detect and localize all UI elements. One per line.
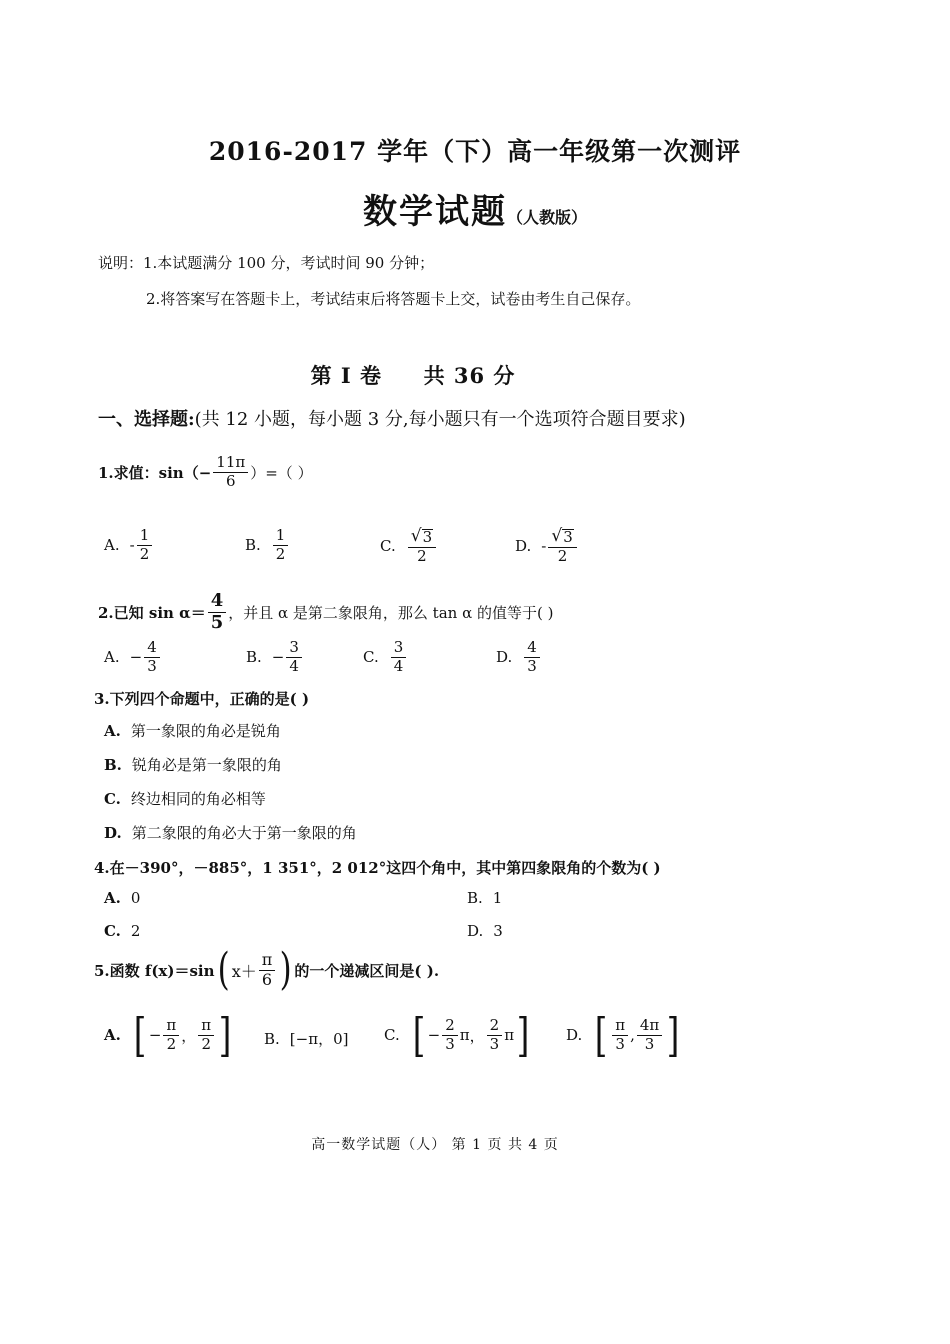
option-label: A. [104,889,121,907]
option-label: C. [363,648,379,667]
den: 3 [527,656,537,675]
q2-option-a [104,640,162,675]
sqrt [551,528,573,546]
option-fraction [286,640,302,675]
right-bracket: ] [516,1008,530,1062]
fraction-2 [637,1015,662,1053]
fraction-1 [442,1015,458,1053]
option-fraction [548,528,576,565]
den: 2 [139,544,150,563]
den: 5 [210,611,224,633]
num [548,528,576,548]
left-paren: ( [217,944,230,995]
q4-option-c [104,922,140,940]
q1-option-d [515,528,579,565]
option-text: 第二象限的角必大于第一象限的角 [131,824,357,842]
num: 4π [637,1018,662,1036]
den: 3 [147,656,157,675]
q1-option-b [245,528,290,563]
page-footer: 高一数学试题（人） 第 1 页 共 4 页 [311,1137,559,1153]
option-label: B. [104,755,122,774]
option-label: A. [104,536,120,555]
q5-prefix: 5.函数 f(x)＝sin [94,961,215,980]
radicand: 3 [563,528,573,547]
option-label: B. [264,1029,280,1048]
den: 3 [445,1034,455,1053]
option-label: A. [104,1026,121,1044]
option-text: 3 [493,922,503,940]
q2-prefix: 2.已知 sin α＝ [98,603,206,622]
option-fraction [408,528,436,565]
q1-den: 6 [225,471,236,490]
comma: ， [469,1026,485,1045]
num: 4 [208,592,227,613]
den: 2 [201,1034,211,1053]
q1-option-c [380,528,438,565]
q3-option-d [104,822,357,843]
den: 2 [166,1034,177,1053]
q1-num: 11π [213,455,248,473]
den: 2 [557,546,568,565]
fraction-1 [163,1015,179,1053]
option-text: 第一象限的角必是锐角 [130,722,281,740]
den: 2 [275,544,286,563]
num: π [259,952,276,971]
comma: ， [181,1026,197,1045]
note-line-1: 说明：1.本试题满分 100 分，考试时间 90 分钟； [98,254,435,272]
question-4 [94,857,661,878]
num: π [163,1018,179,1036]
section-score: 共 36 分 [423,363,516,388]
num [408,528,436,548]
option-fraction [524,640,540,675]
question-3 [94,688,309,709]
option-fraction [137,528,153,563]
q4-option-b [467,889,502,907]
subject-title [0,184,950,233]
sqrt [411,528,433,546]
den: 3 [489,1034,500,1053]
q1-prefix: 1.求值：sin（− [98,463,212,482]
option-fraction [391,640,407,675]
part1-label: 一、选择题: [98,409,195,430]
option-label: D. [515,537,532,556]
num: 3 [286,640,302,658]
fraction-1 [612,1015,628,1053]
q2-option-c [363,640,408,675]
num: 2 [442,1018,458,1036]
q3-option-c [104,788,266,809]
den: 6 [261,969,273,989]
pi: π [504,1026,515,1044]
option-label: B. [246,648,262,667]
pi: π [459,1026,470,1044]
q1-suffix: ）=（ ） [250,463,313,482]
option-label: C. [380,537,396,556]
option-label: D. [104,823,122,842]
note-line-2: 2.将答案写在答题卡上，考试结束后将答题卡上交，试卷由考生自己保存。 [146,290,641,308]
question-2 [98,592,553,633]
subject-name: 数学试题 [362,192,507,232]
q5-option-a [104,1008,234,1062]
option-sign: − [427,1026,441,1044]
option-text: 1 [492,889,503,907]
option-label: B. [467,889,483,907]
option-fraction [144,640,160,675]
q3-stem: 3.下列四个命题中，正确的是( ) [94,690,310,708]
radical-sign: √ [551,526,563,546]
part1-heading [98,405,686,431]
q4-option-a [104,889,140,907]
q5-inner: x＋ [231,961,257,981]
option-label: A. [104,721,121,740]
q2-fraction [208,592,227,633]
left-bracket: [ [412,1008,425,1062]
option-sign: − [271,648,285,667]
option-sign: − [129,648,143,667]
radicand: 3 [422,528,433,547]
num: π [612,1018,628,1036]
q5-fraction [259,949,276,989]
exam-title: 2016-2017 学年（下）高一年级第一次测评 [208,137,742,166]
q2-suffix: ，并且 α 是第二象限角，那么 tan α 的值等于( ) [228,603,554,622]
q5-option-d [566,1008,682,1062]
option-label: A. [104,648,120,667]
option-sign: - [129,536,135,555]
fraction-2 [198,1015,214,1053]
num: 1 [137,528,153,546]
num: π [198,1018,214,1036]
left-bracket: [ [133,1008,147,1062]
q4-option-d [467,922,503,940]
q1-fraction [213,455,248,490]
q4-stem: 4.在－390°，－885°，1 351°，2 012°这四个角中，其中第四象限角的个数为( ) [94,859,661,877]
right-bracket: ] [218,1008,232,1062]
fraction-2 [487,1015,503,1053]
q2-option-b [246,640,304,675]
den: 3 [644,1034,655,1053]
option-label: C. [384,1026,400,1044]
section-title: 第 I 卷 [310,363,383,388]
option-label: B. [245,536,261,555]
q3-option-b [104,754,282,775]
option-text: 2 [130,922,141,940]
q5-suffix: 的一个递减区间是( ). [294,961,440,980]
q1-option-a [104,528,154,563]
right-paren: ) [279,944,292,995]
den: 3 [615,1034,625,1053]
option-text: 锐角必是第一象限的角 [131,756,282,774]
den: 2 [417,546,427,565]
num: 1 [273,528,289,546]
num: 2 [487,1018,503,1036]
option-sign: − [148,1026,162,1044]
right-bracket: ] [666,1008,680,1062]
option-label: D. [467,922,484,940]
num: 4 [524,640,540,658]
question-5 [94,944,440,995]
num: 3 [391,640,407,658]
den: 4 [289,656,299,675]
num: 4 [144,640,160,658]
q5-option-b [264,1028,348,1049]
edition-label: （人教版） [506,208,587,227]
section-heading [0,360,826,390]
option-label: D. [566,1026,583,1044]
option-label: D. [496,648,513,667]
option-label: C. [104,789,121,808]
option-label: C. [104,922,121,940]
option-text: 终边相同的角必相等 [130,790,266,808]
q3-option-a [104,720,281,741]
option-fraction [273,528,289,563]
option-text: 0 [130,889,141,907]
radical-sign: √ [410,526,422,546]
question-1 [98,455,313,490]
q2-option-d [496,640,542,675]
part1-desc: (共 12 小题，每小题 3 分,每小题只有一个选项符合题目要求) [194,409,686,430]
den: 4 [393,656,404,675]
option-sign: - [541,537,547,556]
q5-option-c [384,1008,532,1062]
comma: , [630,1026,635,1044]
option-text: [−π，0] [289,1030,349,1048]
left-bracket: [ [594,1008,608,1062]
